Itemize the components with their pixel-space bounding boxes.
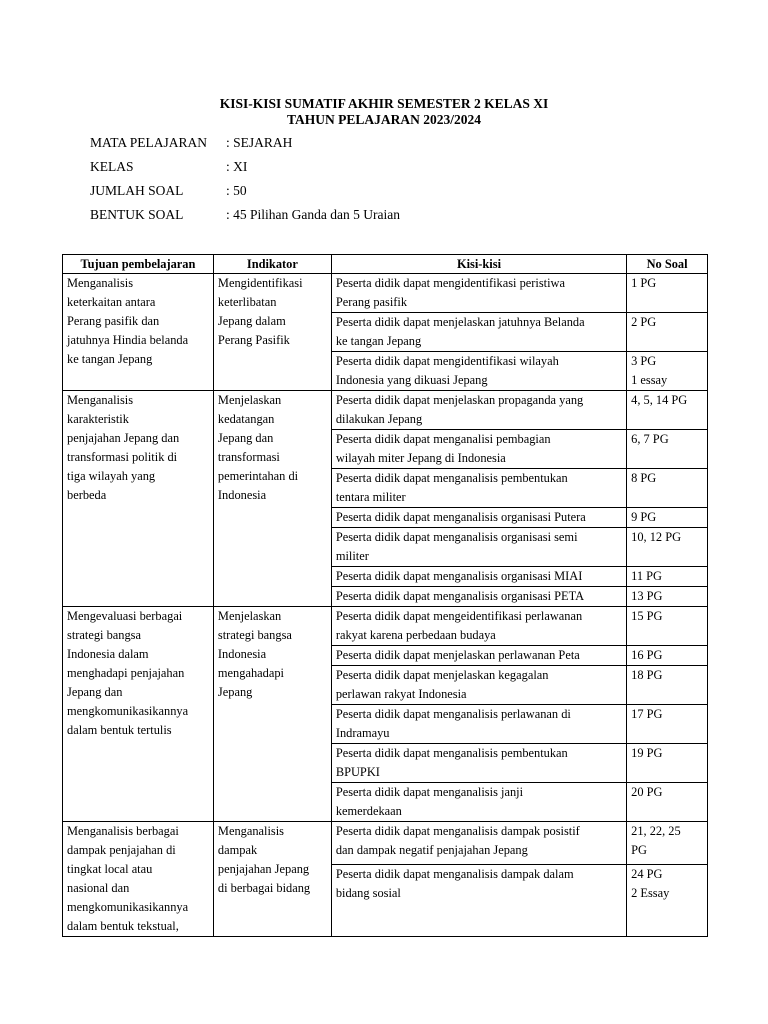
- cell-no-soal: [627, 352, 708, 391]
- cell-kisi-kisi: [331, 528, 626, 567]
- table-row: [63, 274, 708, 313]
- no-soal-line: 15 PG: [631, 609, 663, 623]
- no-soal-line: 20 PG: [631, 785, 663, 799]
- kisi-line: Indonesia yang dikuasi Jepang: [335, 373, 488, 387]
- tujuan-line: nasional dan: [67, 881, 130, 895]
- tujuan-line: dalam bentuk tertulis: [67, 723, 172, 737]
- kisi-line: dan dampak negatif penjajahan Jepang: [335, 843, 528, 857]
- kisi-line: Peserta didik dapat menganalisis organisasi PETA: [335, 589, 585, 603]
- kisi-line: Peserta didik dapat menganalisis dampak dalam: [335, 867, 574, 881]
- kisi-line: bidang sosial: [335, 886, 401, 900]
- no-soal-line: 21, 22, 25: [631, 824, 681, 838]
- tujuan-line: transformasi politik di: [67, 450, 178, 464]
- kisi-line: Peserta didik dapat menjelaskan perlawanan Peta: [335, 648, 580, 662]
- document-meta: [90, 131, 400, 227]
- header-kisi-kisi: Kisi-kisi: [331, 255, 626, 274]
- no-soal-line: 16 PG: [631, 648, 663, 662]
- cell-kisi-kisi: [331, 646, 626, 666]
- meta-value: : 45 Pilihan Ganda dan 5 Uraian: [226, 207, 400, 222]
- indikator-line: Menjelaskan: [217, 609, 282, 623]
- kisi-line: rakyat karena perbedaan budaya: [335, 628, 496, 642]
- tujuan-line: Menganalisis: [67, 393, 134, 407]
- cell-no-soal: [627, 430, 708, 469]
- kisi-line: Peserta didik dapat menjelaskan kegagalan: [335, 668, 549, 682]
- no-soal-line: 9 PG: [631, 510, 657, 524]
- cell-kisi-kisi: [331, 587, 626, 607]
- kisi-line: Peserta didik dapat menganalisis dampak posistif: [335, 824, 580, 838]
- cell-kisi-kisi: [331, 744, 626, 783]
- tujuan-line: jatuhnya Hindia belanda: [67, 333, 189, 347]
- cell-indikator: [213, 391, 331, 607]
- kisi-line: militer: [335, 549, 369, 563]
- cell-no-soal: [627, 783, 708, 822]
- table-row: [63, 391, 708, 430]
- no-soal-line: 2 Essay: [631, 886, 670, 900]
- kisi-line: Peserta didik dapat menganalisis organisasi semi: [335, 530, 578, 544]
- kisi-line: wilayah miter Jepang di Indonesia: [335, 451, 506, 465]
- document-title: KISI-KISI SUMATIF AKHIR SEMESTER 2 KELAS XI: [219, 96, 549, 111]
- meta-label: MATA PELAJARAN: [90, 135, 208, 150]
- no-soal-line: 13 PG: [631, 589, 663, 603]
- kisi-line: perlawan rakyat Indonesia: [335, 687, 467, 701]
- cell-no-soal: [627, 528, 708, 567]
- kisi-line: ke tangan Jepang: [335, 334, 422, 348]
- tujuan-line: Jepang dan: [67, 685, 123, 699]
- tujuan-line: ke tangan Jepang: [67, 352, 153, 366]
- kisi-line: Peserta didik dapat mengidentifikasi peristiwa: [335, 276, 565, 290]
- kisi-line: Peserta didik dapat menganalisis perlawanan di: [335, 707, 571, 721]
- indikator-line: Perang Pasifik: [217, 333, 290, 347]
- kisi-line: Perang pasifik: [335, 295, 408, 309]
- cell-kisi-kisi: [331, 783, 626, 822]
- kisi-line: Indramayu: [335, 726, 390, 740]
- no-soal-line: PG: [631, 843, 647, 857]
- no-soal-line: 2 PG: [631, 315, 657, 329]
- academic-year-title: TAHUN PELAJARAN 2023/2024: [286, 112, 481, 127]
- cell-no-soal: [627, 391, 708, 430]
- kisi-line: Peserta didik dapat menganalisis organisasi Putera: [335, 510, 586, 524]
- no-soal-line: 19 PG: [631, 746, 663, 760]
- indikator-line: kedatangan: [217, 412, 275, 426]
- kisi-line: Peserta didik dapat menganalisis janji: [335, 785, 524, 799]
- kisi-line: Peserta didik dapat mengeidentifikasi perlawanan: [335, 609, 583, 623]
- meta-label: BENTUK SOAL: [90, 207, 184, 222]
- cell-kisi-kisi: [331, 705, 626, 744]
- meta-value: : XI: [226, 159, 248, 174]
- tujuan-line: menghadapi penjajahan: [67, 666, 185, 680]
- cell-tujuan: [63, 274, 214, 391]
- table-body: [63, 274, 708, 937]
- header-tujuan: Tujuan pembelajaran: [63, 255, 214, 274]
- tujuan-line: penjajahan Jepang dan: [67, 431, 180, 445]
- cell-indikator: [213, 607, 331, 822]
- cell-kisi-kisi: [331, 430, 626, 469]
- no-soal-line: 1 PG: [631, 276, 657, 290]
- cell-kisi-kisi: [331, 508, 626, 528]
- no-soal-line: 4, 5, 14 PG: [631, 393, 688, 407]
- kisi-line: kemerdekaan: [335, 804, 402, 818]
- tujuan-line: dampak penjajahan di: [67, 843, 176, 857]
- tujuan-line: mengkomunikasikannya: [67, 704, 189, 718]
- indikator-line: Menganalisis: [217, 824, 284, 838]
- no-soal-line: 6, 7 PG: [631, 432, 669, 446]
- indikator-line: mengahadapi: [217, 666, 284, 680]
- indikator-line: di berbagai bidang: [217, 881, 311, 895]
- cell-no-soal: [627, 567, 708, 587]
- no-soal-line: 18 PG: [631, 668, 663, 682]
- indikator-line: Jepang: [217, 685, 253, 699]
- meta-row-class: [90, 155, 400, 179]
- indikator-line: dampak: [217, 843, 258, 857]
- indikator-line: Mengidentifikasi: [217, 276, 303, 290]
- meta-value: : 50: [226, 183, 247, 198]
- kisi-line: tentara militer: [335, 490, 406, 504]
- tujuan-line: berbeda: [67, 488, 107, 502]
- meta-value: : SEJARAH: [226, 135, 293, 150]
- tujuan-line: Perang pasifik dan: [67, 314, 160, 328]
- cell-kisi-kisi: [331, 567, 626, 587]
- tujuan-line: tiga wilayah yang: [67, 469, 156, 483]
- tujuan-line: Menganalisis: [67, 276, 134, 290]
- meta-label: KELAS: [90, 159, 134, 174]
- kisi-line: Peserta didik dapat menganalisis organisasi MIAI: [335, 569, 583, 583]
- cell-kisi-kisi: [331, 391, 626, 430]
- cell-kisi-kisi: [331, 822, 626, 865]
- cell-kisi-kisi: [331, 666, 626, 705]
- cell-tujuan: [63, 822, 214, 937]
- header-indikator: Indikator: [213, 255, 331, 274]
- indikator-line: pemerintahan di: [217, 469, 299, 483]
- cell-tujuan: [63, 391, 214, 607]
- no-soal-line: 17 PG: [631, 707, 663, 721]
- kisi-line: Peserta didik dapat menganalisis pembentukan: [335, 471, 568, 485]
- cell-indikator: [213, 822, 331, 937]
- cell-kisi-kisi: [331, 469, 626, 508]
- no-soal-line: 10, 12 PG: [631, 530, 682, 544]
- no-soal-line: 8 PG: [631, 471, 657, 485]
- indikator-line: Menjelaskan: [217, 393, 282, 407]
- meta-label: JUMLAH SOAL: [90, 183, 184, 198]
- tujuan-line: keterkaitan antara: [67, 295, 156, 309]
- tujuan-line: tingkat local atau: [67, 862, 153, 876]
- cell-no-soal: [627, 508, 708, 528]
- cell-no-soal: [627, 705, 708, 744]
- cell-no-soal: [627, 607, 708, 646]
- cell-no-soal: [627, 313, 708, 352]
- cell-no-soal: [627, 666, 708, 705]
- indikator-line: Jepang dan: [217, 431, 274, 445]
- indikator-line: transformasi: [217, 450, 280, 464]
- cell-no-soal: [627, 822, 708, 865]
- meta-row-question-type: [90, 203, 400, 227]
- cell-kisi-kisi: [331, 313, 626, 352]
- kisi-line: BPUPKI: [335, 765, 380, 779]
- meta-row-question-count: [90, 179, 400, 203]
- tujuan-line: dalam bentuk tekstual,: [67, 919, 179, 933]
- indikator-line: Indonesia: [217, 647, 267, 661]
- cell-no-soal: [627, 744, 708, 783]
- tujuan-line: Menganalisis berbagai: [67, 824, 179, 838]
- indikator-line: Indonesia: [217, 488, 267, 502]
- cell-tujuan: [63, 607, 214, 822]
- indikator-line: keterlibatan: [217, 295, 277, 309]
- kisi-line: Peserta didik dapat menjelaskan propaganda yang: [335, 393, 584, 407]
- no-soal-line: 24 PG: [631, 867, 663, 881]
- cell-kisi-kisi: [331, 352, 626, 391]
- no-soal-line: 1 essay: [631, 373, 668, 387]
- tujuan-line: Mengevaluasi berbagai: [67, 609, 183, 623]
- table-row: [63, 607, 708, 646]
- cell-kisi-kisi: [331, 274, 626, 313]
- header-no-soal: No Soal: [627, 255, 708, 274]
- table-header-row: [63, 255, 708, 274]
- kisi-line: Peserta didik dapat menganalisi pembagian: [335, 432, 551, 446]
- meta-row-subject: [90, 131, 400, 155]
- cell-indikator: [213, 274, 331, 391]
- kisi-line: Peserta didik dapat menjelaskan jatuhnya Belanda: [335, 315, 585, 329]
- tujuan-line: Indonesia dalam: [67, 647, 149, 661]
- tujuan-line: karakteristik: [67, 412, 129, 426]
- kisi-line: dilakukan Jepang: [335, 412, 423, 426]
- cell-no-soal: [627, 274, 708, 313]
- cell-no-soal: [627, 865, 708, 937]
- no-soal-line: 11 PG: [631, 569, 662, 583]
- kisi-line: Peserta didik dapat menganalisis pembentukan: [335, 746, 568, 760]
- cell-no-soal: [627, 646, 708, 666]
- tujuan-line: mengkomunikasikannya: [67, 900, 189, 914]
- indikator-line: strategi bangsa: [217, 628, 292, 642]
- indikator-line: Jepang dalam: [217, 314, 286, 328]
- indikator-line: penjajahan Jepang: [217, 862, 310, 876]
- kisi-kisi-table: [62, 254, 708, 937]
- table-row: [63, 822, 708, 865]
- cell-no-soal: [627, 469, 708, 508]
- kisi-line: Peserta didik dapat mengidentifikasi wilayah: [335, 354, 559, 368]
- cell-no-soal: [627, 587, 708, 607]
- no-soal-line: 3 PG: [631, 354, 657, 368]
- tujuan-line: strategi bangsa: [67, 628, 141, 642]
- cell-kisi-kisi: [331, 607, 626, 646]
- cell-kisi-kisi: [331, 865, 626, 937]
